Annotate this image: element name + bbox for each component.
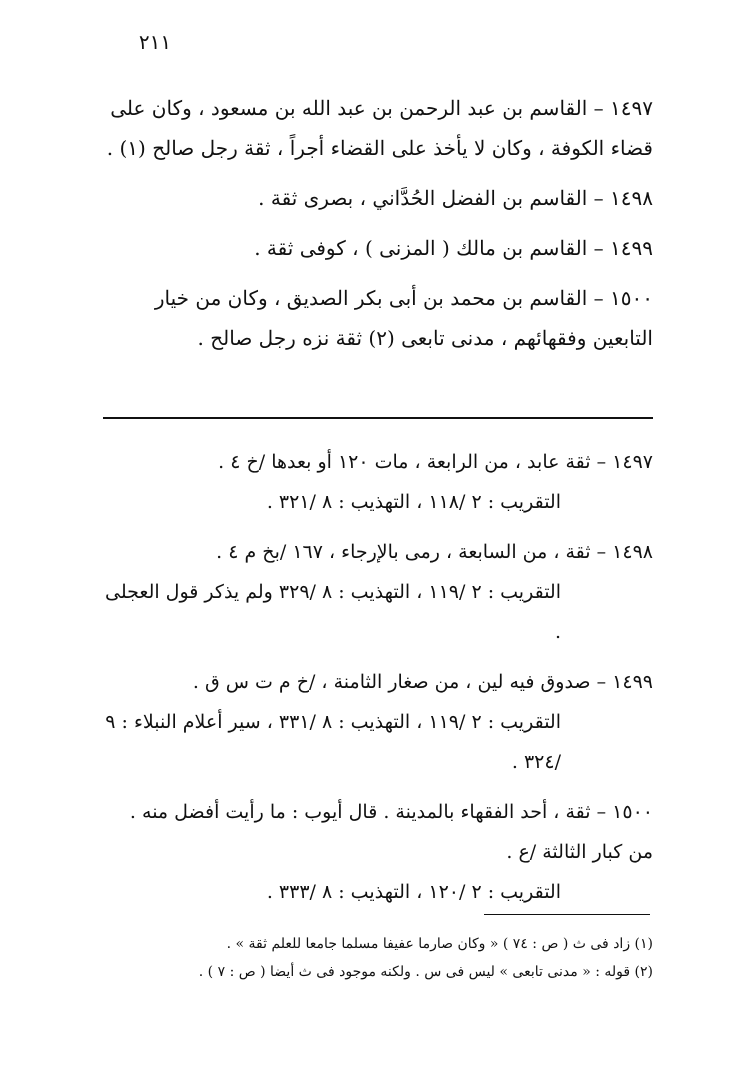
entry-number: ١٥٠٠ [610,286,653,310]
page-number: ٢١١ [138,30,172,54]
annotation-line: التقريب : ٢ /١١٩ ، التهذيب : ٨ /٣٣١ ، سير أعلام النبلاء : ٩ /٣٢٤ . [105,711,561,773]
annotation-number: ١٤٩٧ [612,451,653,473]
annotation-line: ثقة عابد ، من الرابعة ، مات ١٢٠ أو بعدها /خ ٤ . [218,451,591,473]
footnote: (١) زاد فى ث ( ص : ٧٤ ) « وكان صارما عفيفا مسلما جامعا للعلم ثقة » . [226,936,653,952]
annotation: ١٤٩٩ – صدوق فيه لين ، من صغار الثامنة ، /خ م ت س ق . التقريب : ٢ /١١٩ ، التهذيب : ٨ /٣٣١ ، سير أعلام النبلاء : ٩ /٣٢٤ . [103,662,653,782]
annotation-line: ثقة ، من السابعة ، رمى بالإرجاء ، ١٦٧ /بخ م ٤ . [216,541,591,563]
footnote-divider [484,914,650,915]
annotation-line: صدوق فيه لين ، من صغار الثامنة ، /خ م ت س ق . [192,671,591,693]
annotation-number: ١٥٠٠ [612,801,653,823]
entry: ١٤٩٨ – القاسم بن الفضل الحُدَّاني ، بصرى ثقة . [258,186,653,210]
annotation: ١٤٩٨ – ثقة ، من السابعة ، رمى بالإرجاء ، ١٦٧ /بخ م ٤ . التقريب : ٢ /١١٩ ، التهذيب : ٨ /٣٢٩ ولم يذكر قول العجلى . [103,532,653,652]
annotation: ١٤٩٧ – ثقة عابد ، من الرابعة ، مات ١٢٠ أو بعدها /خ ٤ . التقريب : ٢ /١١٨ ، التهذيب : ٨ /٣٢١ . [103,442,653,522]
section-divider [103,417,653,419]
annotations [103,442,653,922]
entry-number: ١٤٩٩ [610,236,653,260]
entry-text: القاسم بن عبد الرحمن بن عبد الله بن مسعود ، وكان على قضاء الكوفة ، وكان لا يأخذ على القضاء أجراً ، ثقة رجل صالح (١) . [106,96,653,160]
entry-number: ١٤٩٧ [610,96,653,120]
footnote: (٢) قوله : « مدنى تابعى » ليس فى س . ولكنه موجود فى ث أيضا ( ص : ٧ ) . [198,964,653,980]
entry: ١٥٠٠ – القاسم بن محمد بن أبى بكر الصديق ، وكان من خيار التابعين وفقهائهم ، مدنى تابعى (٢) ثقة نزه رجل صالح . [154,286,653,350]
footnotes [103,930,653,986]
annotation-number: ١٤٩٩ [612,671,653,693]
annotation-line: التقريب : ٢ /١٢٠ ، التهذيب : ٨ /٣٣٣ . [266,881,561,903]
entry-text: القاسم بن محمد بن أبى بكر الصديق ، وكان من خيار التابعين وفقهائهم ، مدنى تابعى (٢) ثقة نزه رجل صالح . [154,286,653,350]
entry-text: القاسم بن مالك ( المزنى ) ، كوفى ثقة . [254,236,588,260]
entry-text: القاسم بن الفضل الحُدَّاني ، بصرى ثقة . [258,186,588,210]
entry: ١٤٩٩ – القاسم بن مالك ( المزنى ) ، كوفى ثقة . [254,236,653,260]
annotation-line: التقريب : ٢ /١١٩ ، التهذيب : ٨ /٣٢٩ ولم يذكر قول العجلى . [105,581,561,643]
entry-number: ١٤٩٨ [610,186,653,210]
annotation-line: التقريب : ٢ /١١٨ ، التهذيب : ٨ /٣٢١ . [266,491,561,513]
annotation-number: ١٤٩٨ [612,541,653,563]
entry: ١٤٩٧ – القاسم بن عبد الرحمن بن عبد الله بن مسعود ، وكان على قضاء الكوفة ، وكان لا يأخذ على القضاء أجراً ، ثقة رجل صالح (١) . [106,96,653,160]
annotation: ١٥٠٠ – ثقة ، أحد الفقهاء بالمدينة . قال أيوب : ما رأيت أفضل منه . من كبار الثالثة /ع . التقريب : ٢ /١٢٠ ، التهذيب : ٨ /٣٣٣ . [103,792,653,912]
main-text [103,88,653,368]
annotation-line: ثقة ، أحد الفقهاء بالمدينة . قال أيوب : ما رأيت أفضل منه . من كبار الثالثة /ع . [129,801,653,863]
